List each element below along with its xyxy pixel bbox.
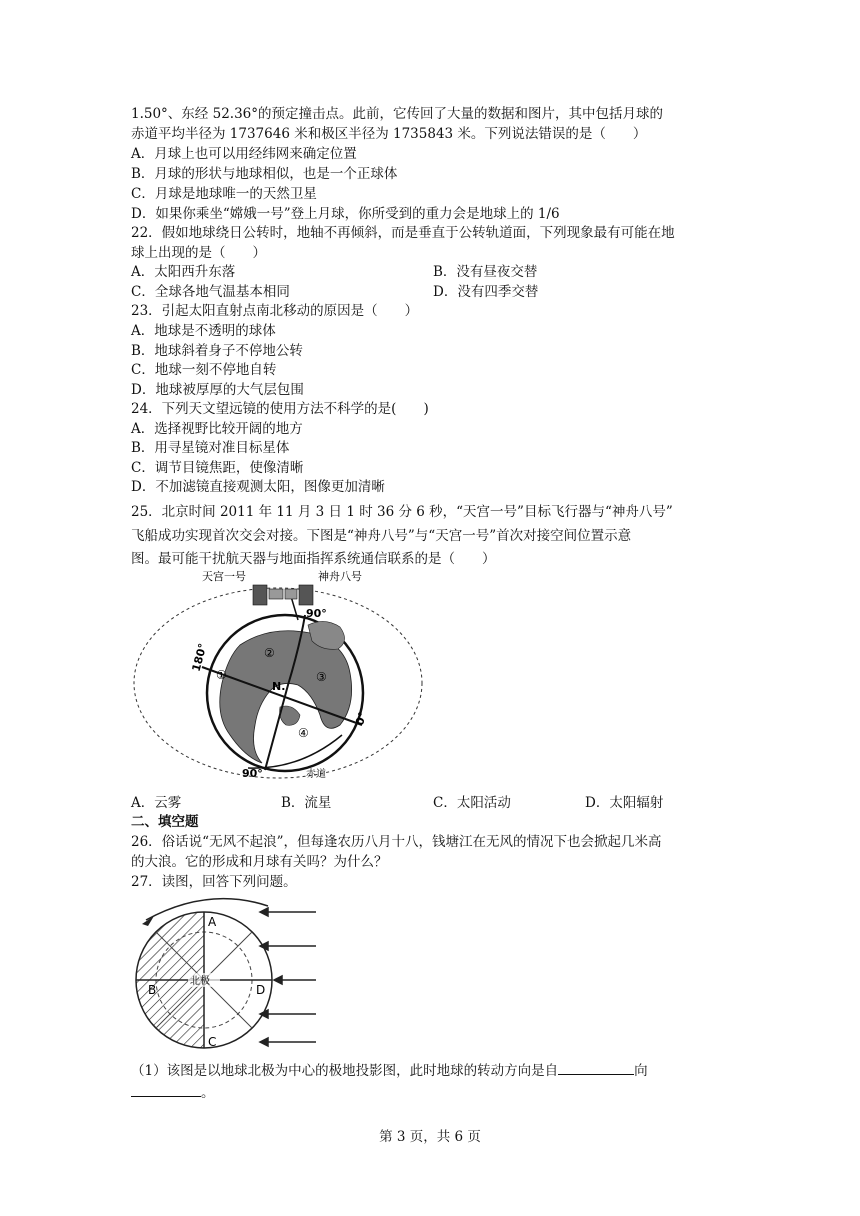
- label-lon-90: 90°: [306, 607, 327, 620]
- q23-option-b: B．地球斜着身子不停地公转: [131, 343, 303, 359]
- sunlight-arrows: [260, 908, 316, 1046]
- q24-option-c: C．调节目镜焦距，使像清晰: [131, 460, 304, 476]
- page-footer: 第 3 页，共 6 页: [379, 1129, 481, 1145]
- q25-option-b: B．流星: [281, 795, 332, 811]
- q21-option-a: A．月球上也可以用经纬网来确定位置: [131, 146, 357, 162]
- q27-sub1-end: 。: [201, 1085, 215, 1101]
- label-D: D: [256, 983, 266, 997]
- q23-stem: 23．引起太阳直射点南北移动的原因是（ ）: [131, 303, 419, 319]
- q22-option-c: C．全球各地气温基本相同: [131, 284, 290, 300]
- q22-option-d: D．没有四季交替: [433, 284, 539, 300]
- q23-option-c: C．地球一刻不停地自转: [131, 362, 277, 378]
- q21-line2: 赤道平均半径为 1737646 米和极区半径为 1735843 米。下列说法错误的是（ ）: [131, 126, 647, 142]
- q27-answer-blank-1[interactable]: [558, 1060, 634, 1075]
- rotation-arc: [146, 899, 268, 920]
- q24-option-b: B．用寻星镜对准目标星体: [131, 440, 290, 456]
- label-north-pole: N.: [272, 680, 286, 693]
- label-north-pole: 北极: [190, 976, 210, 987]
- q24-stem: 24．下列天文望远镜的使用方法不科学的是( ): [131, 401, 429, 417]
- docking-position-figure: [130, 565, 430, 787]
- q22-option-b: B．没有昼夜交替: [433, 264, 538, 280]
- q21-option-b: B．月球的形状与地球相似，也是一个正球体: [131, 166, 398, 182]
- section-heading-fill-blank: 二、填空题: [131, 814, 199, 830]
- label-shenzhou: 神舟八号: [318, 570, 362, 583]
- q21-option-c: C．月球是地球唯一的天然卫星: [131, 186, 317, 202]
- q25-option-a: A．云雾: [131, 795, 182, 811]
- label-lon-90b: 90°: [242, 767, 263, 780]
- q23-option-d: D．地球被厚厚的大气层包围: [131, 382, 304, 398]
- polar-projection-figure: [128, 892, 328, 1052]
- q27-sub1: [131, 1060, 648, 1081]
- q25-option-d: D．太阳辐射: [585, 795, 664, 811]
- spacecraft-icon: [253, 585, 313, 605]
- q27-answer-blank-2[interactable]: [131, 1082, 201, 1097]
- label-B: B: [148, 983, 157, 997]
- q22-line1: 22．假如地球绕日公转时，地轴不再倾斜，而是垂直于公转轨道面，下列现象最有可能在地: [131, 225, 675, 241]
- q26-line2: 的大浪。它的形成和月球有关吗？为什么？: [131, 854, 388, 870]
- rotation-arrowhead: [142, 916, 154, 926]
- q21-line1: 1.50°、东经 52.36°的预定撞击点。此前，它传回了大量的数据和图片，其中包括月球的: [131, 106, 663, 122]
- q27-stem: 27．读图，回答下列问题。: [131, 874, 297, 890]
- label-equator: 赤道: [306, 769, 326, 780]
- label-tiangong: 天宫一号: [202, 570, 246, 583]
- q25-line1: 25．北京时间 2011 年 11 月 3 日 1 时 36 分 6 秒，“天宫一号”目标飞行器与“神舟八号”: [131, 504, 673, 520]
- marker-4: ④: [298, 726, 309, 740]
- q23-option-a: A．地球是不透明的球体: [131, 323, 276, 339]
- q22-option-a: A．太阳西升东落: [131, 264, 236, 280]
- marker-1: ①: [216, 668, 227, 682]
- label-A: A: [208, 915, 217, 929]
- q27-sub1-mid: 向: [634, 1063, 648, 1079]
- marker-2: ②: [264, 646, 275, 660]
- q25-option-c: C．太阳活动: [433, 795, 511, 811]
- q27-sub1-line2: [131, 1082, 215, 1103]
- q24-option-d: D．不加滤镜直接观测太阳，图像更加清晰: [131, 479, 385, 495]
- label-C: C: [208, 1035, 217, 1049]
- marker-3: ③: [316, 670, 327, 684]
- q21-option-d: D．如果你乘坐“嫦娥一号”登上月球，你所受到的重力会是地球上的 1/6: [131, 206, 560, 222]
- q27-sub1-text: （1）该图是以地球北极为中心的极地投影图，此时地球的转动方向是自: [131, 1063, 559, 1079]
- q25-line3: 图。最可能干扰航天器与地面指挥系统通信联系的是（ ）: [131, 551, 496, 567]
- q22-line2: 球上出现的是（ ）: [131, 245, 266, 261]
- label-lon-180: 180°: [189, 642, 210, 673]
- label-lon-0: 0°: [352, 710, 370, 728]
- q25-line2: 飞船成功实现首次交会对接。下图是“神舟八号”与“天宫一号”首次对接空间位置示意: [131, 528, 632, 544]
- q24-option-a: A．选择视野比较开阔的地方: [131, 421, 303, 437]
- q26-line1: 26．俗话说“无风不起浪”，但每逢农历八月十八，钱塘江在无风的情况下也会掀起几米高: [131, 834, 662, 850]
